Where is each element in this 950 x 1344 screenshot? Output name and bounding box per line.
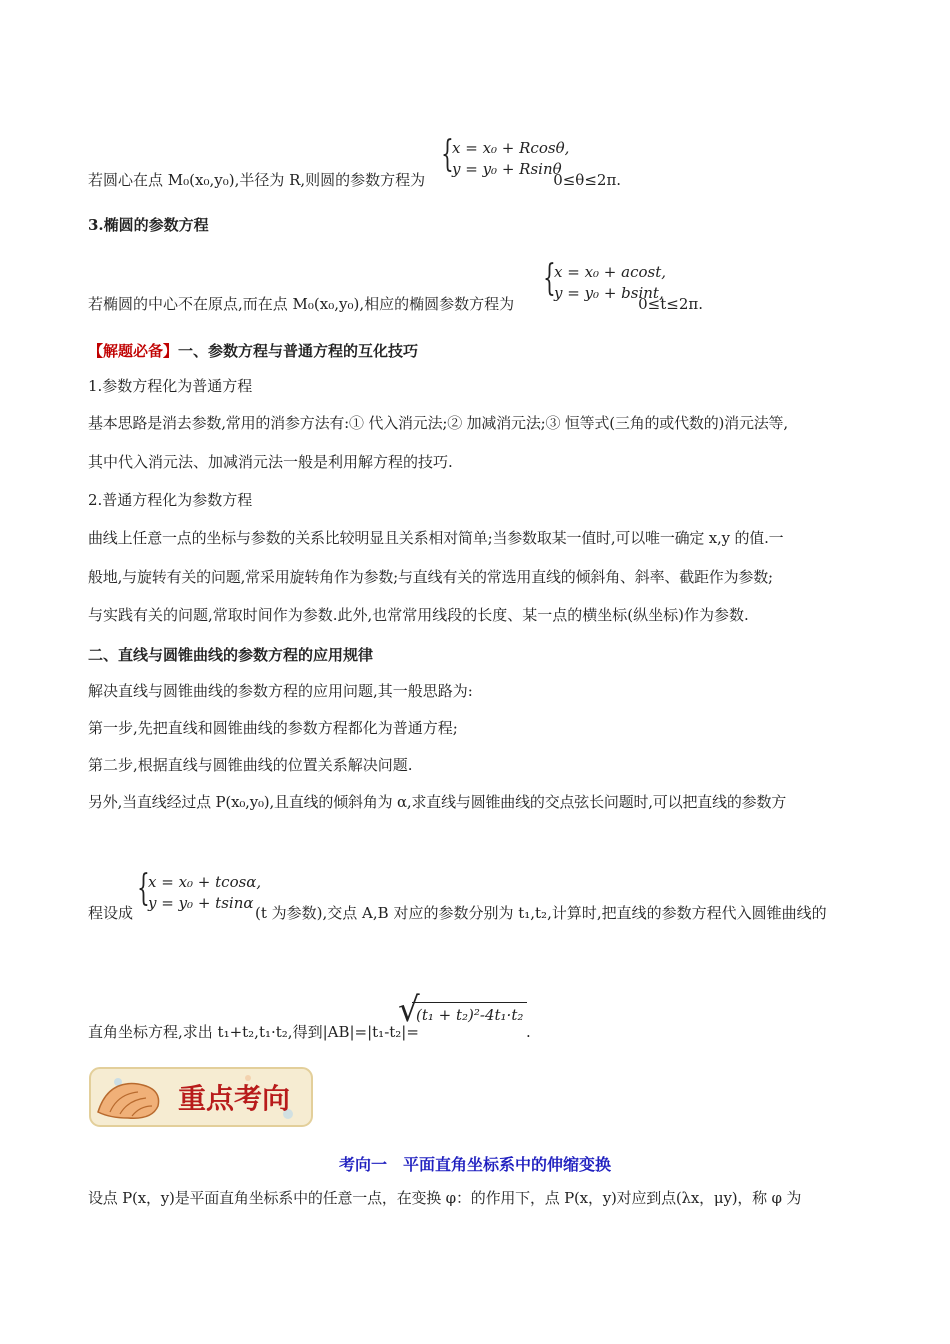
circle-text: 若圆心在点 M₀(x₀,y₀),半径为 R,则圆的参数方程为: [88, 171, 426, 189]
tips-p2a: 基本思路是消去参数,常用的消参方法有:① 代入消元法;② 加减消元法;③ 恒等式(三角的或代数的)消元法等,: [88, 414, 788, 432]
tips-p3: 2.普通方程化为参数方程: [88, 491, 253, 509]
circle-range: 0≤θ≤2π.: [553, 171, 622, 189]
tips-heading: [88, 341, 418, 361]
line-eq-x: x = x₀ + tcosα,: [148, 873, 262, 891]
tips-p4b: 般地,与旋转有关的问题,常采用旋转角作为参数;与直线有关的常选用直线的倾斜角、斜率、截距作为参数;: [88, 568, 773, 586]
tips-tag: 【解题必备】: [88, 342, 179, 360]
key-topics-banner: [88, 1066, 314, 1128]
radicand: (t₁ + t₂)²-4t₁·t₂: [412, 1002, 527, 1024]
topic1-heading: 考向一 平面直角坐标系中的伸缩变换: [338, 1155, 611, 1174]
ellipse-eq-y: y = y₀ + bsint,: [554, 284, 664, 302]
section2-p2: 第一步,先把直线和圆锥曲线的参数方程都化为普通方程;: [88, 719, 458, 737]
brace: {: [441, 134, 454, 175]
circle-eq-x: x = x₀ + Rcosθ,: [452, 139, 570, 157]
banner-graphic: [88, 1066, 314, 1128]
brace: {: [543, 258, 556, 299]
section2-p5: [88, 903, 827, 923]
ellipse-range: 0≤t≤2π.: [638, 295, 704, 313]
brace: {: [137, 868, 150, 909]
tips-p4c: 与实践有关的问题,常取时间作为参数.此外,也常常用线段的长度、某一点的横坐标(纵坐标)作为参数.: [88, 606, 749, 624]
section2-p1: 解决直线与圆锥曲线的参数方程的应用问题,其一般思路为:: [88, 682, 473, 700]
section2-p6: [88, 1022, 419, 1042]
ellipse-text: 若椭圆的中心不在原点,而在点 M₀(x₀,y₀),相应的椭圆参数方程为: [88, 295, 515, 313]
sqrt-sign: √: [398, 990, 420, 1030]
ellipse-heading: 3.椭圆的参数方程: [88, 216, 209, 234]
section2-title: 二、直线与圆锥曲线的参数方程的应用规律: [88, 646, 374, 664]
tips-p2b: 其中代入消元法、加减消元法一般是利用解方程的技巧.: [88, 453, 453, 471]
banner-text: 重点考向: [177, 1082, 291, 1115]
p6-post: .: [526, 1023, 531, 1041]
tips-p4a: 曲线上任意一点的坐标与参数的关系比较明显且关系相对简单;当参数取某一值时,可以唯一确定 x,y 的值.一: [88, 529, 784, 547]
circle-line: [88, 170, 621, 190]
topic1-p1: 设点 P(x，y)是平面直角坐标系中的任意一点，在变换 φ：的作用下，点 P(x，y)对应到点(λx，μy)，称 φ 为: [88, 1189, 802, 1207]
ellipse-eq-x: x = x₀ + acost,: [554, 263, 667, 281]
circle-eq-y: y = y₀ + Rsinθ: [452, 160, 562, 178]
tips-p1: 1.参数方程化为普通方程: [88, 377, 253, 395]
section2-p3: 第二步,根据直线与圆锥曲线的位置关系解决问题.: [88, 756, 413, 774]
p6-pre: 直角坐标方程,求出 t₁+t₂,t₁·t₂,得到|AB|=|t₁-t₂|=: [88, 1023, 419, 1041]
p5-pre: 程设成: [88, 904, 134, 922]
ellipse-line: [88, 294, 703, 314]
line-eq-y: y = y₀ + tsinα: [148, 894, 254, 912]
tips-title: 一、参数方程与普通方程的互化技巧: [178, 342, 419, 360]
section2-p4: 另外,当直线经过点 P(x₀,y₀),且直线的倾斜角为 α,求直线与圆锥曲线的交点弦长问题时,可以把直线的参数方: [88, 793, 787, 811]
p5-post: (t 为参数),交点 A,B 对应的参数分别为 t₁,t₂,计算时,把直线的参数方程代入圆锥曲线的: [255, 904, 827, 922]
